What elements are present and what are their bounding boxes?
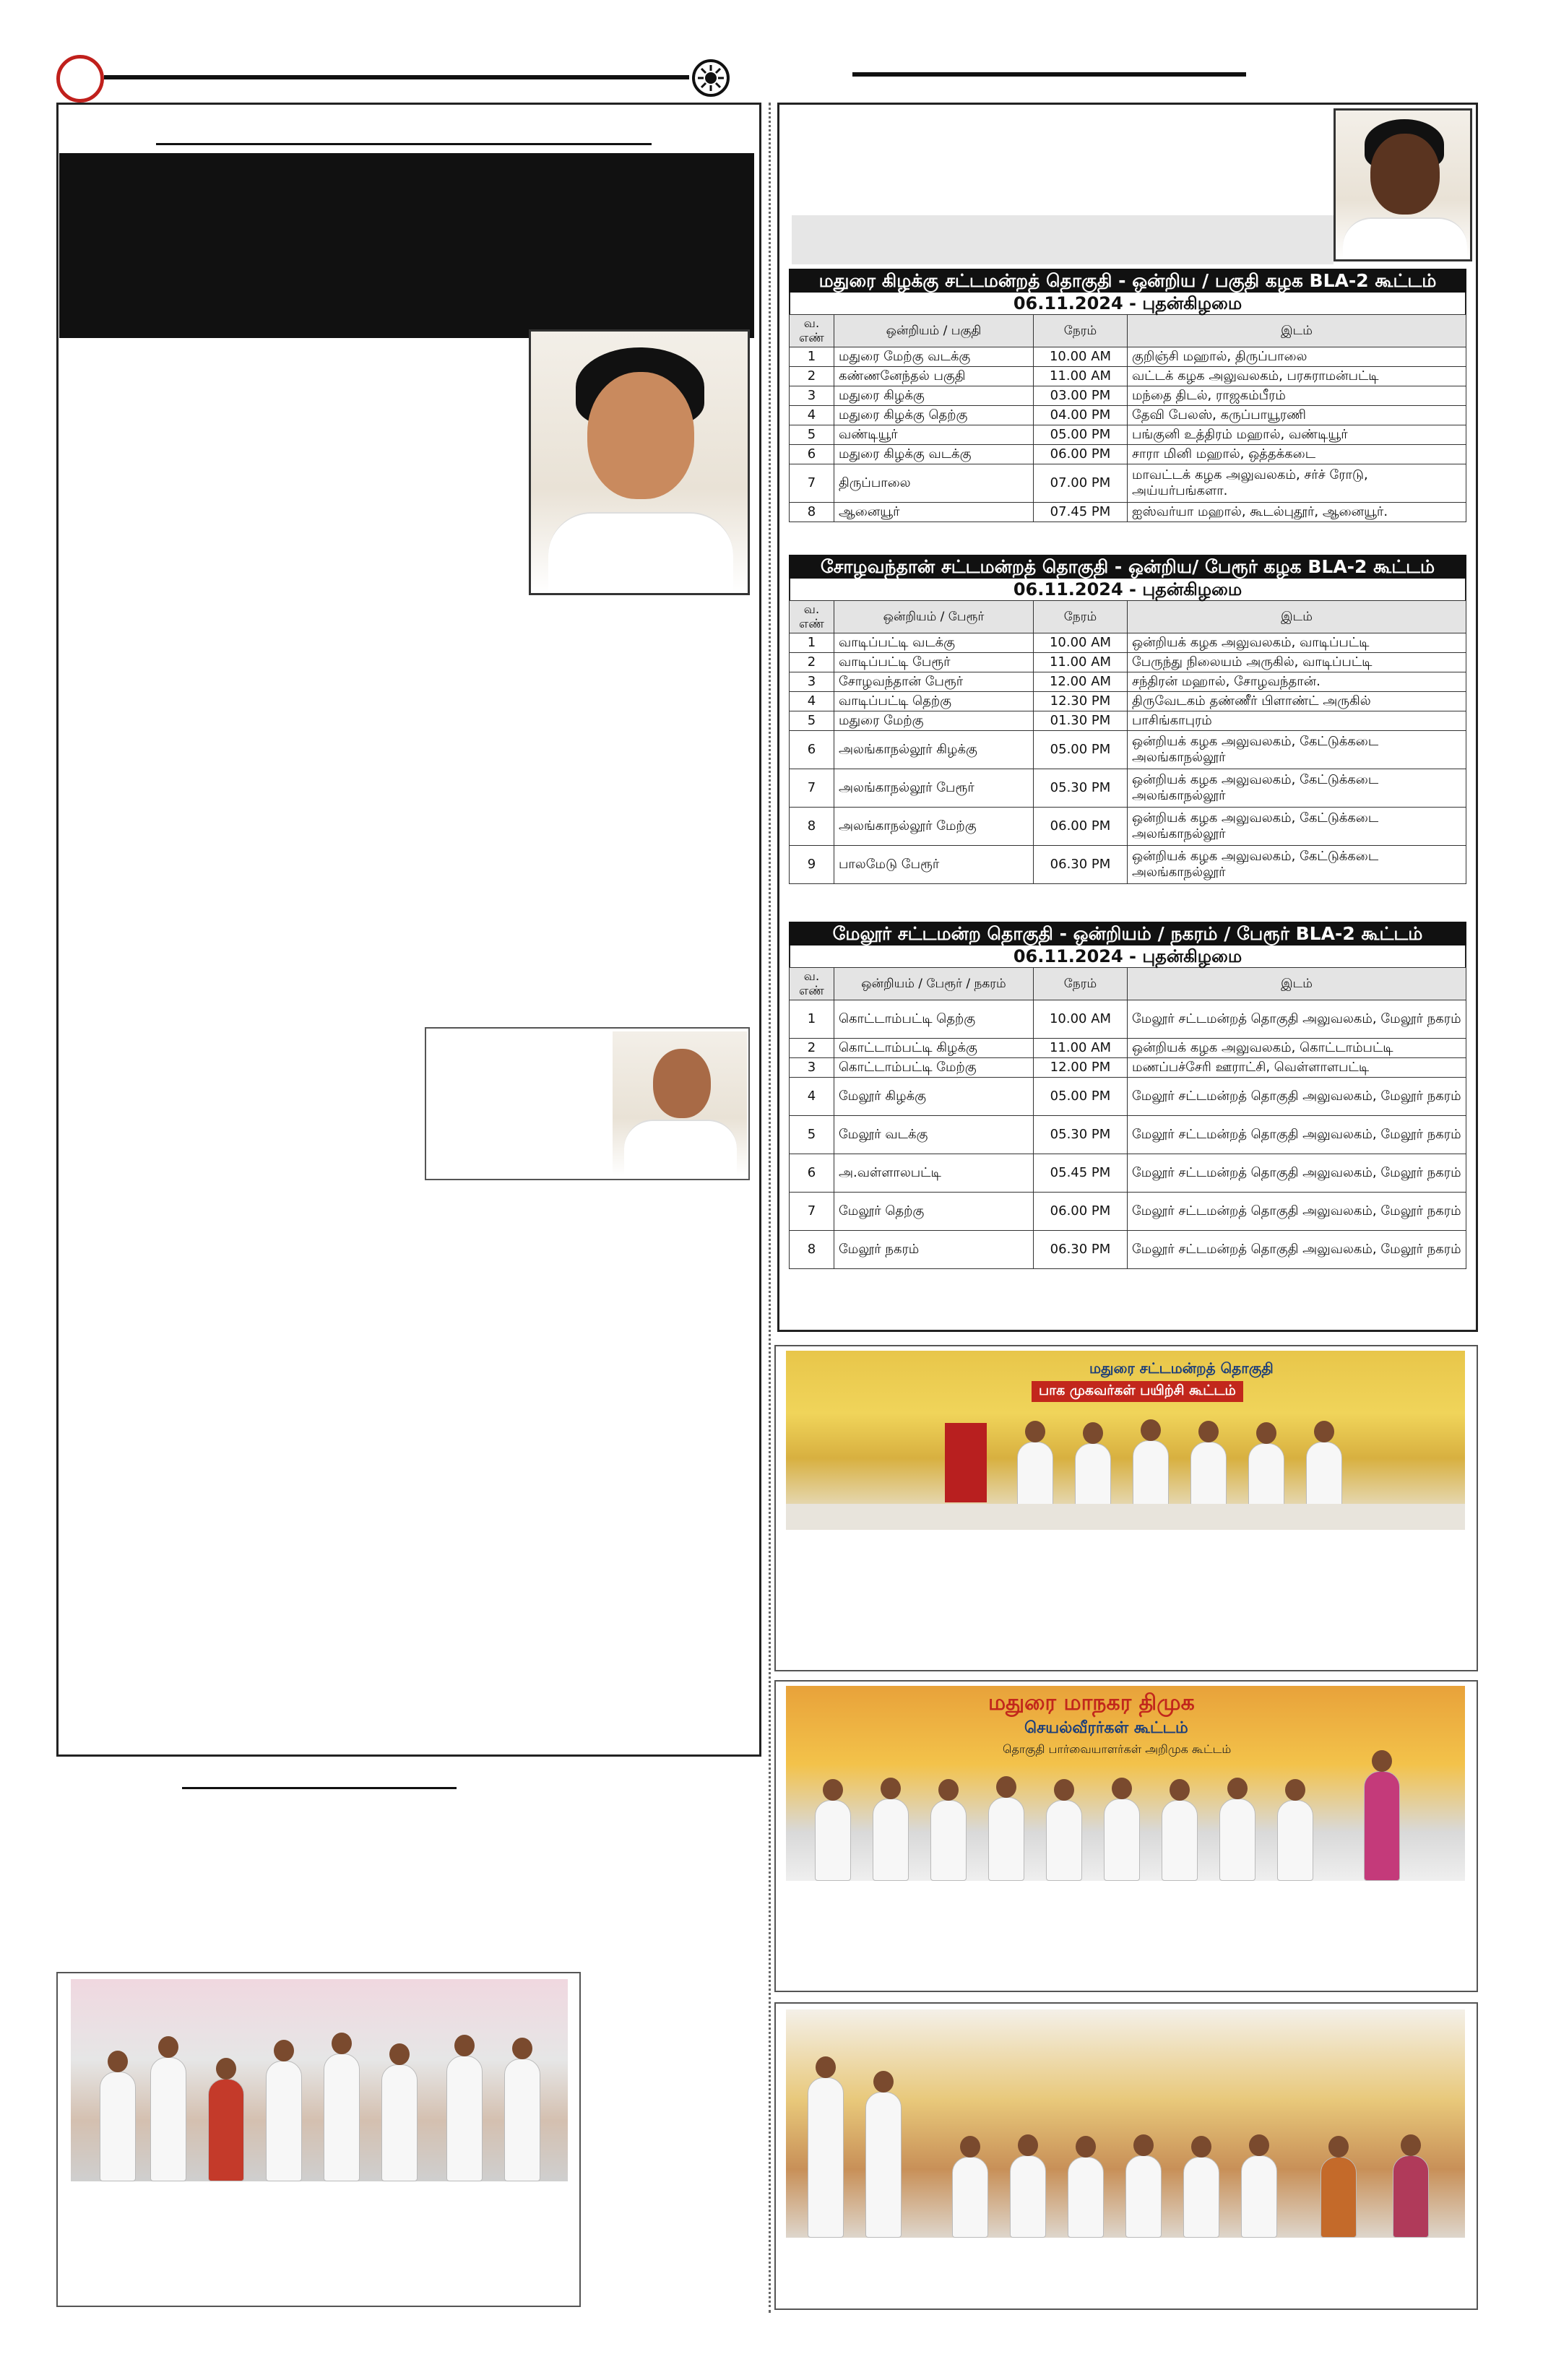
cell-unit: மேலூர் வடக்கு	[834, 1116, 1034, 1154]
cell-time: 06.00 PM	[1034, 445, 1128, 464]
masthead-logo-icon	[56, 55, 104, 103]
cell-time: 11.00 AM	[1034, 653, 1128, 672]
schedule-section-2	[789, 555, 1466, 884]
hall-floor	[786, 1504, 1465, 1530]
podium	[945, 1423, 987, 1502]
cell-place: தேவி பேலஸ், கருப்பாயூரணி	[1128, 406, 1466, 425]
schedule-section-1	[789, 269, 1466, 522]
table-row	[790, 692, 1466, 711]
cell-place: ஒன்றியக் கழக அலுவலகம், கொட்டாம்பட்டி	[1128, 1039, 1466, 1058]
cell-place: வட்டக் கழக அலுவலகம், பரசுராமன்பட்டி	[1128, 367, 1466, 386]
banner-subtitle: செயல்வீரர்கள் கூட்டம்	[1024, 1719, 1188, 1737]
cell-no: 5	[790, 1116, 834, 1154]
cell-no: 8	[790, 1231, 834, 1269]
banner-title: மதுரை மாநகர திமுக	[988, 1690, 1195, 1715]
cell-unit: மேலூர் கிழக்கு	[834, 1078, 1034, 1116]
cell-place: ஒன்றியக் கழக அலுவலகம், கேட்டுக்கடை அலங்காநல்லூர்	[1128, 731, 1466, 769]
table-row	[790, 347, 1466, 367]
cell-time: 10.00 AM	[1034, 1000, 1128, 1039]
cell-time: 10.00 AM	[1034, 347, 1128, 367]
section-date: 06.11.2024 - புதன்கிழமை	[789, 945, 1466, 967]
table-row	[790, 1193, 1466, 1231]
cell-no: 6	[790, 445, 834, 464]
col-unit: ஒன்றியம் / பேரூர்	[834, 601, 1034, 633]
col-time: நேரம்	[1034, 315, 1128, 347]
cell-unit: மதுரை கிழக்கு வடக்கு	[834, 445, 1034, 464]
cell-no: 5	[790, 711, 834, 731]
cell-unit: அலங்காநல்லூர் மேற்கு	[834, 808, 1034, 846]
table-row	[790, 672, 1466, 692]
cell-no: 4	[790, 1078, 834, 1116]
header-rule-right	[852, 72, 1246, 77]
cell-place: ஒன்றியக் கழக அலுவலகம், வாடிப்பட்டி	[1128, 633, 1466, 653]
cell-no: 3	[790, 1058, 834, 1078]
cell-place: மேலூர் சட்டமன்றத் தொகுதி அலுவலகம், மேலூர் நகரம்	[1128, 1154, 1466, 1193]
banner-line-2: பாக முகவர்கள் பயிற்சி கூட்டம்	[1032, 1381, 1243, 1402]
cell-place: மேலூர் சட்டமன்றத் தொகுதி அலுவலகம், மேலூர் நகரம்	[1128, 1116, 1466, 1154]
cell-no: 7	[790, 1193, 834, 1231]
cell-no: 6	[790, 1154, 834, 1193]
cell-time: 06.00 PM	[1034, 1193, 1128, 1231]
table-header-row	[790, 601, 1466, 633]
cell-no: 2	[790, 1039, 834, 1058]
schedule-table	[789, 600, 1466, 884]
col-unit: ஒன்றியம் / பேரூர் / நகரம்	[834, 968, 1034, 1000]
cell-unit: கண்ணனேந்தல் பகுதி	[834, 367, 1034, 386]
cell-place: மேலூர் சட்டமன்றத் தொகுதி அலுவலகம், மேலூர் நகரம்	[1128, 1231, 1466, 1269]
cell-place: திருவேடகம் தண்ணீர் பிளாண்ட் அருகில்	[1128, 692, 1466, 711]
table-row	[790, 1000, 1466, 1039]
table-row	[790, 386, 1466, 406]
cell-unit: மேலூர் நகரம்	[834, 1231, 1034, 1269]
handover-photo	[71, 1979, 568, 2181]
cell-no: 3	[790, 672, 834, 692]
cell-no: 8	[790, 808, 834, 846]
cell-time: 04.00 PM	[1034, 406, 1128, 425]
col-sno: வ. எண்	[790, 968, 834, 1000]
cell-unit: வாடிப்பட்டி வடக்கு	[834, 633, 1034, 653]
meeting-photo-3	[786, 2009, 1465, 2238]
cell-no: 4	[790, 406, 834, 425]
cell-unit: ஆனையூர்	[834, 503, 1034, 522]
sun-emblem-icon	[692, 59, 730, 97]
cell-unit: வண்டியூர்	[834, 425, 1034, 445]
table-header-row	[790, 315, 1466, 347]
cell-unit: கொட்டாம்பட்டி கிழக்கு	[834, 1039, 1034, 1058]
cell-place: மேலூர் சட்டமன்றத் தொகுதி அலுவலகம், மேலூர் நகரம்	[1128, 1078, 1466, 1116]
table-row	[790, 731, 1466, 769]
cell-no: 1	[790, 633, 834, 653]
cell-place: சாரா மினி மஹால், ஒத்தக்கடை	[1128, 445, 1466, 464]
section-title: சோழவந்தான் சட்டமன்றத் தொகுதி - ஒன்றிய/ பேரூர் கழக BLA-2 கூட்டம்	[789, 555, 1466, 579]
cell-no: 9	[790, 846, 834, 884]
cell-time: 10.00 AM	[1034, 633, 1128, 653]
col-time: நேரம்	[1034, 601, 1128, 633]
table-row	[790, 464, 1466, 503]
cell-unit: கொட்டாம்பட்டி மேற்கு	[834, 1058, 1034, 1078]
table-row	[790, 769, 1466, 808]
cell-no: 4	[790, 692, 834, 711]
cell-place: குறிஞ்சி மஹால், திருப்பாலை	[1128, 347, 1466, 367]
section-date: 06.11.2024 - புதன்கிழமை	[789, 579, 1466, 600]
cell-place: மேலூர் சட்டமன்றத் தொகுதி அலுவலகம், மேலூர் நகரம்	[1128, 1193, 1466, 1231]
table-row	[790, 406, 1466, 425]
cell-time: 11.00 AM	[1034, 1039, 1128, 1058]
schedule-table	[789, 314, 1466, 522]
portrait-photo-3	[1334, 108, 1472, 261]
cell-time: 03.00 PM	[1034, 386, 1128, 406]
cell-time: 05.45 PM	[1034, 1154, 1128, 1193]
table-row	[790, 425, 1466, 445]
schedule-header-band	[792, 215, 1334, 264]
banner-tagline: தொகுதி பார்வையாளர்கள் அறிமுக கூட்டம்	[1003, 1742, 1232, 1756]
cell-place: மந்தை திடல், ராஜகம்பீரம்	[1128, 386, 1466, 406]
column-divider	[769, 103, 771, 2313]
cell-unit: கொட்டாம்பட்டி தெற்கு	[834, 1000, 1034, 1039]
col-place: இடம்	[1128, 601, 1466, 633]
table-row	[790, 1231, 1466, 1269]
cell-unit: மதுரை கிழக்கு	[834, 386, 1034, 406]
cell-time: 05.30 PM	[1034, 1116, 1128, 1154]
cell-no: 2	[790, 653, 834, 672]
cell-unit: மேலூர் தெற்கு	[834, 1193, 1034, 1231]
cell-place: பாசிங்காபுரம்	[1128, 711, 1466, 731]
cell-time: 01.30 PM	[1034, 711, 1128, 731]
banner-line-1: மதுரை சட்டமன்றத் தொகுதி	[1089, 1359, 1274, 1377]
cell-time: 12.00 AM	[1034, 672, 1128, 692]
cell-time: 07.45 PM	[1034, 503, 1128, 522]
cell-unit: பாலமேடு பேரூர்	[834, 846, 1034, 884]
header-rule-left	[104, 75, 689, 79]
cell-no: 3	[790, 386, 834, 406]
cell-place: ஒன்றியக் கழக அலுவலகம், கேட்டுக்கடை அலங்காநல்லூர்	[1128, 846, 1466, 884]
section-date: 06.11.2024 - புதன்கிழமை	[789, 293, 1466, 314]
table-row	[790, 1154, 1466, 1193]
cell-unit: மதுரை மேற்கு	[834, 711, 1034, 731]
meeting-photo-2	[786, 1686, 1465, 1881]
table-row	[790, 1058, 1466, 1078]
article-headline-rule	[156, 143, 652, 145]
cell-time: 11.00 AM	[1034, 367, 1128, 386]
portrait-photo-1	[529, 329, 750, 595]
meeting-photo-1	[786, 1351, 1465, 1530]
bottom-left-rule	[182, 1787, 457, 1789]
table-row	[790, 808, 1466, 846]
col-sno: வ. எண்	[790, 601, 834, 633]
cell-time: 05.30 PM	[1034, 769, 1128, 808]
cell-unit: அலங்காநல்லூர் கிழக்கு	[834, 731, 1034, 769]
col-time: நேரம்	[1034, 968, 1128, 1000]
cell-unit: சோழவந்தான் பேரூர்	[834, 672, 1034, 692]
cell-no: 8	[790, 503, 834, 522]
cell-time: 12.00 PM	[1034, 1058, 1128, 1078]
cell-no: 2	[790, 367, 834, 386]
cell-unit: அ.வள்ளாலபட்டி	[834, 1154, 1034, 1193]
cell-unit: வாடிப்பட்டி தெற்கு	[834, 692, 1034, 711]
cell-time: 05.00 PM	[1034, 1078, 1128, 1116]
cell-place: மணப்பச்சேரி ஊராட்சி, வெள்ளாளபட்டி	[1128, 1058, 1466, 1078]
cell-no: 1	[790, 347, 834, 367]
table-row	[790, 1078, 1466, 1116]
cell-place: சந்திரன் மஹால், சோழவந்தான்.	[1128, 672, 1466, 692]
table-row	[790, 711, 1466, 731]
table-row	[790, 633, 1466, 653]
col-unit: ஒன்றியம் / பகுதி	[834, 315, 1034, 347]
table-row	[790, 1116, 1466, 1154]
cell-time: 06.30 PM	[1034, 1231, 1128, 1269]
cell-place: ஒன்றியக் கழக அலுவலகம், கேட்டுக்கடை அலங்காநல்லூர்	[1128, 808, 1466, 846]
cell-no: 5	[790, 425, 834, 445]
cell-place: ஒன்றியக் கழக அலுவலகம், கேட்டுக்கடை அலங்காநல்லூர்	[1128, 769, 1466, 808]
cell-unit: அலங்காநல்லூர் பேரூர்	[834, 769, 1034, 808]
schedule-table	[789, 967, 1466, 1269]
cell-unit: மதுரை மேற்கு வடக்கு	[834, 347, 1034, 367]
col-sno: வ. எண்	[790, 315, 834, 347]
cell-unit: வாடிப்பட்டி பேரூர்	[834, 653, 1034, 672]
cell-no: 7	[790, 464, 834, 503]
table-row	[790, 445, 1466, 464]
cell-no: 1	[790, 1000, 834, 1039]
cell-time: 05.00 PM	[1034, 731, 1128, 769]
cell-place: பங்குனி உத்திரம் மஹால், வண்டியூர்	[1128, 425, 1466, 445]
cell-place: மேலூர் சட்டமன்றத் தொகுதி அலுவலகம், மேலூர் நகரம்	[1128, 1000, 1466, 1039]
table-row	[790, 846, 1466, 884]
cell-unit: திருப்பாலை	[834, 464, 1034, 503]
cell-time: 06.30 PM	[1034, 846, 1128, 884]
table-row	[790, 653, 1466, 672]
col-place: இடம்	[1128, 315, 1466, 347]
portrait-photo-2	[613, 1031, 747, 1176]
table-row	[790, 367, 1466, 386]
cell-time: 06.00 PM	[1034, 808, 1128, 846]
cell-no: 6	[790, 731, 834, 769]
schedule-section-3	[789, 922, 1466, 1269]
cell-place: ஐஸ்வர்யா மஹால், கூடல்புதூர், ஆனையூர்.	[1128, 503, 1466, 522]
cell-place: மாவட்டக் கழக அலுவலகம், சர்ச் ரோடு, அய்யர்பங்களா.	[1128, 464, 1466, 503]
cell-no: 7	[790, 769, 834, 808]
cell-place: பேருந்து நிலையம் அருகில், வாடிப்பட்டி	[1128, 653, 1466, 672]
table-header-row	[790, 968, 1466, 1000]
section-title: மேலூர் சட்டமன்ற தொகுதி - ஒன்றியம் / நகரம் / பேரூர் BLA-2 கூட்டம்	[789, 922, 1466, 945]
cell-unit: மதுரை கிழக்கு தெற்கு	[834, 406, 1034, 425]
article-headline-block	[59, 153, 754, 338]
cell-time: 05.00 PM	[1034, 425, 1128, 445]
table-row	[790, 503, 1466, 522]
table-row	[790, 1039, 1466, 1058]
cell-time: 12.30 PM	[1034, 692, 1128, 711]
cell-time: 07.00 PM	[1034, 464, 1128, 503]
col-place: இடம்	[1128, 968, 1466, 1000]
section-title: மதுரை கிழக்கு சட்டமன்றத் தொகுதி - ஒன்றிய / பகுதி கழக BLA-2 கூட்டம்	[789, 269, 1466, 293]
